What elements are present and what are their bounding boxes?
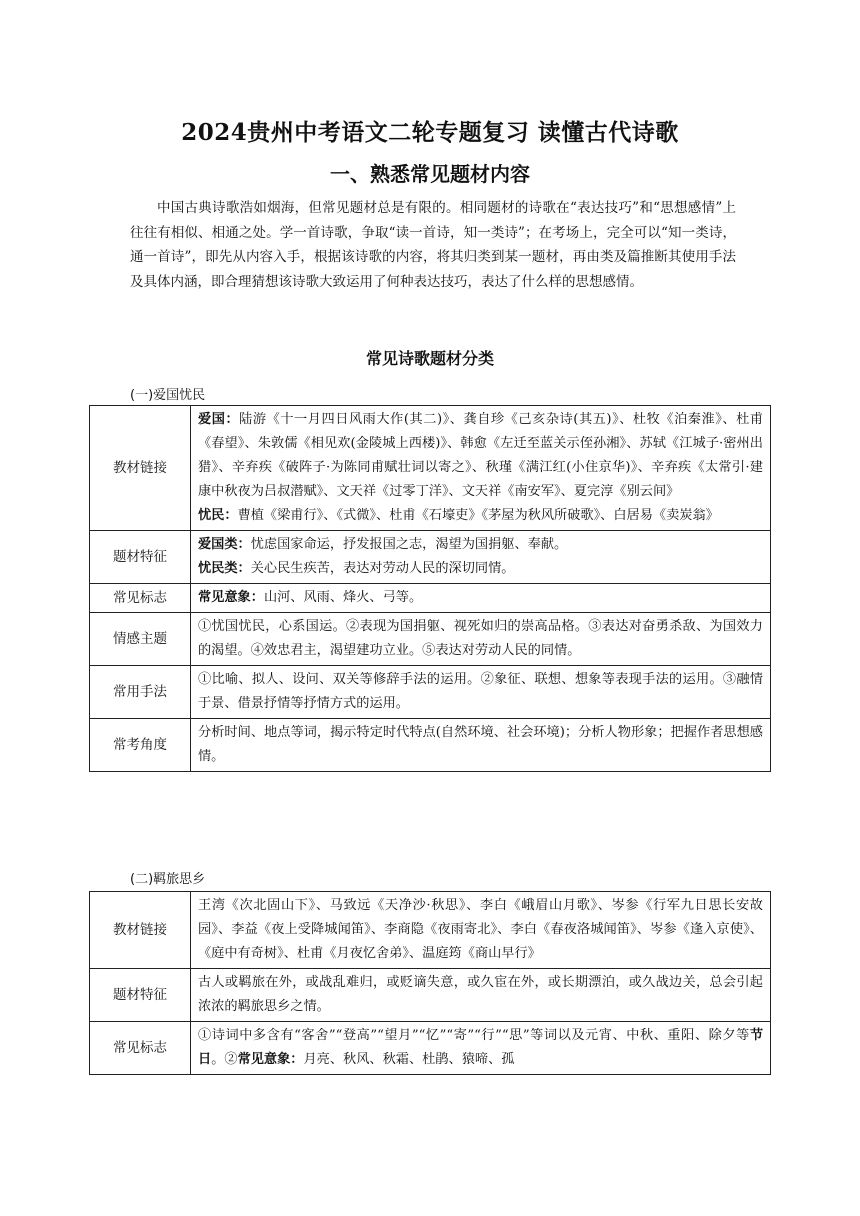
row-head: 常考角度 xyxy=(90,719,191,772)
row-head: 教材链接 xyxy=(90,892,191,969)
group-label-homesick: (二)羁旅思乡 xyxy=(130,872,206,887)
row-body: 古人或羁旅在外，或战乱难归，或贬谪失意，或久宦在外，或长期漂泊，或久战边关，总会引起浓浓的羁旅思乡之情。 xyxy=(191,969,771,1022)
row-prefix: 忧民： xyxy=(198,508,238,523)
row-body: ①比喻、拟人、设问、双关等修辞手法的运用。②象征、联想、想象等表现手法的运用。③融情于景、借景抒情等抒情方式的运用。 xyxy=(191,666,771,719)
row-prefix: 爱国类： xyxy=(198,537,251,552)
section-title: 一、熟悉常见题材内容 xyxy=(330,162,530,186)
row-body xyxy=(191,1022,771,1075)
row-head: 教材链接 xyxy=(90,406,191,531)
row-text: 山河、风雨、烽火、弓等。 xyxy=(263,590,423,605)
table-row xyxy=(90,406,771,531)
row-head: 情感主题 xyxy=(90,613,191,666)
group-label-patriotic: (一)爱国忧民 xyxy=(130,388,206,403)
topic-table-patriotic xyxy=(89,405,771,772)
row-body xyxy=(191,406,771,531)
row-head: 题材特征 xyxy=(90,969,191,1022)
table-row xyxy=(90,531,771,584)
row-prefix: 节日 xyxy=(198,1028,763,1067)
table-row xyxy=(90,719,771,772)
row-prefix: 忧民类： xyxy=(198,561,251,576)
row-body: 分析时间、地点等词，揭示特定时代特点(自然环境、社会环境)；分析人物形象；把握作者思想感情。 xyxy=(191,719,771,772)
row-body xyxy=(191,584,771,613)
row-head: 常见标志 xyxy=(90,1022,191,1075)
classification-subtitle: 常见诗歌题材分类 xyxy=(365,349,494,368)
row-head: 题材特征 xyxy=(90,531,191,584)
row-head: 常见标志 xyxy=(90,584,191,613)
table-row xyxy=(90,613,771,666)
row-prefix: 常见意象： xyxy=(237,1052,304,1067)
row-body xyxy=(191,531,771,584)
row-prefix: 常见意象： xyxy=(198,590,264,605)
row-text: 陆游《十一月四日风雨大作(其二)》、龚自珍《己亥杂诗(其五)》、杜牧《泊秦淮》、杜甫《春望》、朱敦儒《相见欢(金陵城上西楼)》、韩愈《左迁至蓝关示侄孙湘》、苏轼《江城子·密州出猎》、辛弃疾《破阵子·为陈同甫赋壮词以寄之》、秋瑾《满江红(小住京华)》、辛弃疾《太常引·建康中秋夜为吕叔潜赋》、文天祥《过零丁洋》、文天祥《南安军》、夏完淳《别云间》 xyxy=(198,412,763,499)
table-row xyxy=(90,969,771,1022)
row-head: 常用手法 xyxy=(90,666,191,719)
table-row xyxy=(90,1022,771,1075)
row-prefix: 爱国： xyxy=(198,412,240,427)
row-body: ①忧国忧民，心系国运。②表现为国捐躯、视死如归的崇高品格。③表达对奋勇杀敌、为国效力的渴望。④效忠君主，渴望建功立业。⑤表达对劳动人民的同情。 xyxy=(191,613,771,666)
table-row xyxy=(90,892,771,969)
row-text: ①诗词中多含有“客舍”“登高”“望月”“忆”“寄”“行”“思”等词以及元宵、中秋、重阳、除夕等 xyxy=(198,1028,750,1043)
intro-paragraph: 中国古典诗歌浩如烟海，但常见题材总是有限的。相同题材的诗歌在“表达技巧”和“思想感情”上往往有相似、相通之处。学一首诗歌，争取“读一首诗，知一类诗”；在考场上，完全可以“知一类诗，通一首诗”，即先从内容入手，根据该诗歌的内容，将其归类到某一题材，再由类及篇推断其使用手法及具体内涵，即合理猜想该诗歌大致运用了何种表达技巧，表达了什么样的思想感情。 xyxy=(130,200,736,290)
row-text: 关心民生疾苦，表达对劳动人民的深切同情。 xyxy=(250,561,515,576)
row-text: 曹植《梁甫行》、《式微》、杜甫《石壕吏》《茅屋为秋风所破歌》、白居易《卖炭翁》 xyxy=(237,508,719,523)
row-text: 月亮、秋风、秋霜、杜鹃、猿啼、孤 xyxy=(303,1052,515,1067)
table-row xyxy=(90,584,771,613)
table-row xyxy=(90,666,771,719)
row-body: 王湾《次北固山下》、马致远《天净沙·秋思》、李白《峨眉山月歌》、岑参《行军九日思长安故园》、李益《夜上受降城闻笛》、李商隐《夜雨寄北》、李白《春夜洛城闻笛》、岑参《逢入京使》、《庭中有奇树》、杜甫《月夜忆舍弟》、温庭筠《商山早行》 xyxy=(191,892,771,969)
row-text: 忧虑国家命运，抒发报国之志，渴望为国捐躯、奉献。 xyxy=(250,537,568,552)
row-text: 。② xyxy=(211,1052,238,1067)
document-title: 2024贵州中考语文二轮专题复习 读懂古代诗歌 xyxy=(181,119,679,146)
topic-table-homesick xyxy=(89,891,771,1075)
